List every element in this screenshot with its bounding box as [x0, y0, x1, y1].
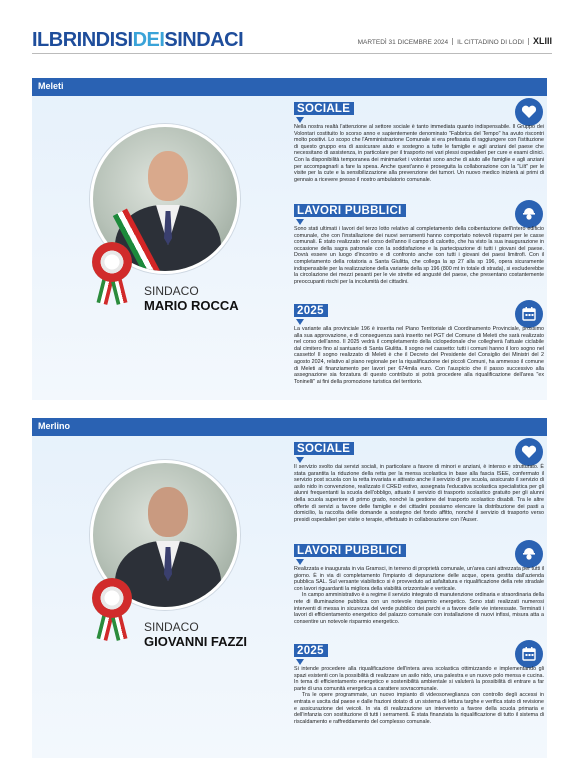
mayor-name: GIOVANNI FAZZI [144, 634, 248, 649]
category-title-sociale: SOCIALE [294, 102, 354, 115]
heart-icon [515, 438, 543, 466]
mayor-role: SINDACO [144, 284, 199, 298]
tricolor-rosette-icon [92, 242, 132, 282]
town-section-merlino [32, 418, 547, 758]
category-title-2025: 2025 [294, 644, 328, 657]
issue-info [358, 36, 552, 46]
section-text-2025: La variante alla provinciale 196 è inserita nel Piano Territoriale di Coordinamento Provinciale, prossimo alla sua approvazione, e di conseguenza sarà inserito nel PGT del Comune di Meleti che sarà realizzato nel corso dell'anno. Il 2025 vedrà il completamento della ciclopedonale che collegherà l'attuale ciclabile dal cimitero fino al santuario di Santa Giulitta. Il sogno nel cassetto: tutti i comuni hanno il loro sogno nel cassetto! Il sogno realizzato di Meleti è che il Decreto del Presidente del Consiglio dei Ministri del 2 agosto 2024, relativo al piano regionale per la riqualificazione dei piccoli Comuni, ha ammesso il comune di Meleti al finanziamento per lavori per 674mila euro. Con l'auspicio che il passo successivo alla assegnazione sia forzatura di questo contributo si potrà procedere alla riqualificazione dell'area "ex Toninelli" ai fini della promozione turistica del territorio. [294, 326, 544, 385]
page-number: XLIII [532, 36, 552, 46]
category-title-lavori-pubblici: LAVORI PUBBLICI [294, 204, 406, 217]
town-section-meleti [32, 78, 547, 400]
town-name-bar: Meleti [32, 78, 547, 96]
section-text-lavori-pubblici: Realizzata e inaugurata in via Gramsci, in terreno di proprietà comunale, un'area cani attrezzata per tutti il giorno. È in via di completamento l'impianto di depurazione delle acque, opera gestita dall'azienda pubblica SAL. Sul versante viabilistico si è provveduto ad asfaltatura e riqualificazione della rete stradale con lavori riguardanti la migliora della viabilità orizzontale e verticale. In campo amministrativo è a regime il servizio integrato di manutenzione ordinaria e straordinaria della rete di illuminazione pubblica con un notevole risparmio energetico. Sono stati realizzati numerosi interventi di messa in sicurezza del verde pubblico dei parchi e a favore delle vie interessate. Terminati i lavori di efficientamento energetico del palazzo comunale con installazione di nuovi infissi, misura atta a consentire un notevole risparmio energetico. [294, 566, 544, 625]
section-text-sociale: Il servizio svolto dai servizi sociali, in particolare a favore di minori e anziani, è intenso e strutturato. È stata garantita la riduzione della retta per la mensa scolastica in base alla fascia ISEE, confermato il servizio post scuola con la retta invariata e attivato anche il servizio di pre scuola, assicurato il servizio di asilo nido in convenzione, realizzato il CRED estivo, assegnata l'educativa scolastica specialistica per gli alunni frequentanti la scuola dell'obbligo, attuato il servizio di trasporto scolastico gratuito per gli alunni della scuola superiore di primo grado, nonché la gestione del trasporto scolastico disabili. Tra le altre offerte di servizi a favore delle famiglie e dei cittadini possiamo elencare la distribuzione dei pasti a domicilio, la raccolta delle domande a sostegno del fondo affitto, nonché il servizio di trasporto verso presidi ospedalieri per visite o terapie, effettuato in collaborazione con l'Auser. [294, 464, 544, 523]
mayor-name: MARIO ROCCA [144, 298, 239, 313]
mayor-role: SINDACO [144, 620, 199, 634]
heart-icon [515, 98, 543, 126]
calendar-icon [515, 300, 543, 328]
masthead [32, 28, 552, 54]
category-title-lavori-pubblici: LAVORI PUBBLICI [294, 544, 406, 557]
section-text-sociale: Nella nostra realtà l'attenzione al settore sociale è tanto immediata quanto indispensabile. Il Gruppo dei Volontari costituito lo scorso anno e sapientemente denominato "Fabbrica del Tempo" ha avuto riscontri molto positivi. Lo scopo che l'Amministrazione Comunale si era prefissata di raggiungere con l'istituzione di questo gruppo era di assicurare aiuto e sostegno a tutte le famiglie e agli anziani del paese che necessitano di assistenza, in particolare per il trasporto nei vari plessi ospedalieri per cure e esami clinici. Con la disponibilità temporanea dei minimarket i volontari sono anche di aiuto alle famiglie e agli anziani per accompagnarli a fare la spesa. Anche quest'anno è proseguita la collaborazione con la "Lilt" per le visite per la cute e la sensibilizzazione alla prevenzione dei tumori. Un nuovo medico inizierà ai primi di gennaio a ricevere presso il nostro ambulatorio comunale. [294, 124, 544, 183]
category-title-sociale: SOCIALE [294, 442, 354, 455]
section-text-2025: Si intende procedere alla riqualificazione dell'intera area scolastica ottimizzando e implementando gli spazi esistenti con la possibilità di realizzare un asilo nido, una palestra e un nuovo polo mensa e cucina. In tema di efficientamento energetico e sostenibilità ambientale si valuterà la possibilità di entrare a far parte di una comunità energetica a carattere sovracomunale. Tra le opere programmate, un nuovo impianto di videosorveglianza con controllo degli accessi in entrata e uscita dal paese e dalle frazioni dotato di un sistema di lettura targhe e verifica stato di revisione e assicurazione dei veicoli. In via di realizzazione un intervento a favore della scuola primaria e dell'infanzia con sostituzione di tutti i serramenti. È stata finanziata la riqualificazione di tutto il sistema di riscaldamento e raffreddamento del complesso comunale. [294, 666, 544, 725]
worker-icon [515, 200, 543, 228]
worker-icon [515, 540, 543, 568]
calendar-icon [515, 640, 543, 668]
issue-date: MARTEDÌ 31 DICEMBRE 2024 [357, 39, 449, 46]
newspaper-brand: ILBRINDISIDEISINDACI [32, 29, 244, 51]
town-name-bar: Merlino [32, 418, 547, 436]
paper-name: IL CITTADINO DI LODI [457, 39, 524, 46]
section-text-lavori-pubblici: Sono stati ultimati i lavori del terzo lotto relativo al completamento della coibentazione dell'intero edificio comunale, che con l'installazione dei nuovi serramenti hanno comportato notevoli risparmi per le casse comunali. È stato realizzato nel corso dell'anno il campo di calcetto, che ha visto la sua inaugurazione in occasione della sagra patronale con la soddisfazione e la partecipazione di tutti i giovani del paese. Dovrà essere un luogo d'incontro e di confronto anche con tutti i giovani dei paesi limitrofi. Con il completamento della rotatoria a Santa Giulitta, che collega la sp 27 alla sp 196, opera sicuramente indispensabile per la realizzazione della variante della sp 196 (800 mt in totale di strada), si escluderebbe la circolazione dei mezzi pesanti per le vie strette ed angusté del paese, che presentano costantemente preoccupanti rischi per la incolumità dei cittadini. [294, 226, 544, 285]
tricolor-rosette-icon [92, 578, 132, 618]
category-title-2025: 2025 [294, 304, 328, 317]
